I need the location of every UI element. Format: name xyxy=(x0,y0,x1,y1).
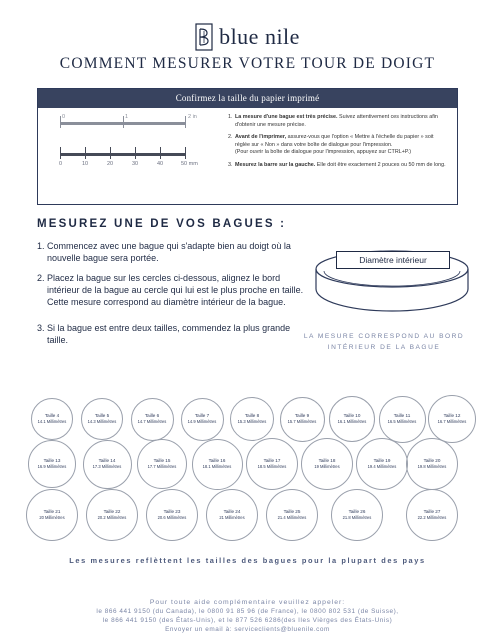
instruction-number: 1. xyxy=(228,114,233,120)
ring-size-label: Taille 13 xyxy=(43,458,61,464)
ruler-mm-tick xyxy=(135,147,136,159)
ring-size-label: Taille 5 xyxy=(94,413,110,419)
ruler-mm-label: 40 xyxy=(157,161,164,167)
ring-size-circle xyxy=(192,439,243,490)
ring-size-label: Taille 15 xyxy=(153,458,171,464)
ring-size-mm: 15.7 Millimètres xyxy=(287,419,317,425)
ring-size-circle xyxy=(406,438,458,490)
step-item xyxy=(37,322,312,346)
ring-size-label: Taille 9 xyxy=(294,413,310,419)
brand-name: blue nile xyxy=(219,24,300,49)
ruler-mm-label: 0 xyxy=(59,161,63,167)
step-number: 3. xyxy=(37,323,45,333)
contact-line: Envoyer un email à: serviceclients@bluenile.com xyxy=(165,626,330,633)
step-item xyxy=(37,240,312,264)
ring-size-label: Taille 19 xyxy=(373,458,391,464)
ruler-inch-tick xyxy=(123,116,124,128)
ring-size-mm: 21 Millimètres xyxy=(219,515,245,521)
blue-nile-monogram-icon xyxy=(195,23,213,51)
ring-size-circle xyxy=(331,489,383,541)
ring-size-mm: 16.9 Millimètres xyxy=(37,464,67,470)
ring-size-circle xyxy=(406,489,458,541)
ruler-mm-tick xyxy=(85,147,86,159)
ruler-mm-label: 20 xyxy=(107,161,114,167)
ring-size-circle xyxy=(83,440,132,489)
ring-size-mm: 14.1 Millimètres xyxy=(37,419,67,425)
ring-size-label: Taille 25 xyxy=(283,509,301,515)
ring-size-mm: 14.9 Millimètres xyxy=(187,419,217,425)
paper-check-header: Confirmez la taille du papier imprimé xyxy=(38,89,457,108)
instruction-line: d'obtenir une mesure précise. xyxy=(235,121,306,128)
page-title: COMMENT MESURER VOTRE TOUR DE DOIGT xyxy=(59,55,436,72)
ring-size-label: Taille 23 xyxy=(163,509,181,515)
ruler-mm-tick xyxy=(160,147,161,159)
ring-size-circle xyxy=(329,396,375,442)
ruler-area xyxy=(60,116,230,176)
step-number: 2. xyxy=(37,273,45,283)
ring-size-label: Taille 6 xyxy=(144,413,160,419)
paper-size-check-box xyxy=(37,88,458,205)
ruler-mm-bar xyxy=(60,153,186,156)
ring-size-label: Taille 22 xyxy=(103,509,121,515)
instruction-line: (Pour ouvrir la boîte de dialogue pour l'impression, appuyez sur CTRL+P.) xyxy=(235,149,412,156)
ring-size-circle xyxy=(379,396,426,443)
ring-size-label: Taille 11 xyxy=(393,413,411,419)
paper-instruction xyxy=(228,134,456,157)
sizes-note: Les mesures reflèttent les tailles des bagues pour la plupart des pays xyxy=(69,556,426,565)
ring-size-circle xyxy=(428,395,476,443)
ring-size-label: Taille 4 xyxy=(44,413,60,419)
ring-size-label: Taille 10 xyxy=(343,413,361,419)
ruler-inch-tick xyxy=(185,116,186,128)
paper-instructions xyxy=(228,114,456,175)
ring-size-mm: 19.8 Millimètres xyxy=(417,464,447,470)
instruction-bold: Mesurez la barre sur la gauche. xyxy=(235,161,316,168)
ring-size-mm: 19.4 Millimètres xyxy=(367,464,397,470)
ring-size-label: Taille 20 xyxy=(423,458,441,464)
ring-size-label: Taille 26 xyxy=(348,509,366,515)
instruction-text xyxy=(235,114,438,129)
paper-instruction xyxy=(228,114,456,129)
ring-size-circle xyxy=(206,489,258,541)
ring-size-circle xyxy=(301,438,353,490)
contact-line: le 866 441 9150 (du Canada), le 0800 91 85 96 (de France), le 0800 802 531 (de Suisse), xyxy=(96,608,399,615)
ring-size-circle xyxy=(137,439,187,489)
paper-instruction xyxy=(228,162,456,170)
instruction-bold: La mesure d'une bague est très précise. xyxy=(235,114,338,120)
ring-size-circle xyxy=(86,489,138,541)
ring-size-circle xyxy=(31,398,73,440)
ring-size-label: Taille 12 xyxy=(443,413,461,419)
ring-size-mm: 22.2 Millimètres xyxy=(417,515,447,521)
instruction-line: réglée sur « Non » dans votre boîte de dialogue pour l'impression. xyxy=(235,141,393,148)
step-number: 1. xyxy=(37,241,45,251)
ring-size-mm: 14.3 Millimètres xyxy=(87,419,117,425)
ruler-mm-tick xyxy=(110,147,111,159)
ring-size-label: Taille 17 xyxy=(263,458,281,464)
ring-size-mm: 20 Millimètres xyxy=(39,515,65,521)
ring-size-circle xyxy=(356,438,408,490)
ring-size-mm: 21.8 Millimètres xyxy=(342,515,372,521)
step-text: Placez la bague sur les cercles ci-dessous, alignez le bord intérieur de la bague au cercle qui lui est le plus proche en taille. Cette mesure correspond au diamètre intérieur de la bague. xyxy=(47,273,304,307)
ring-size-label: Taille 27 xyxy=(423,509,441,515)
ring-size-circle xyxy=(280,397,325,442)
ring-size-mm: 18.1 Millimètres xyxy=(202,464,232,470)
ring-size-mm: 19 Millimètres xyxy=(314,464,340,470)
contact-line: le 866 441 9150 (des États-Unis), et le 877 526 6286(des Iles Vièrges des États-Unis) xyxy=(102,617,393,624)
ruler-mm-label: 10 xyxy=(82,161,89,167)
ring-size-label: Taille 21 xyxy=(43,509,61,515)
ring-size-label: Taille 16 xyxy=(208,458,226,464)
ring-size-label: Taille 18 xyxy=(318,458,336,464)
ring-size-mm: 17.3 Millimètres xyxy=(92,464,122,470)
ruler-inch-tick xyxy=(60,116,61,128)
ring-size-circle xyxy=(246,438,298,490)
ruler-inch-label: 0 xyxy=(62,114,66,120)
ring-size-mm: 16.1 Millimètres xyxy=(337,419,367,425)
ring-size-mm: 17.7 Millimètres xyxy=(147,464,177,470)
instruction-number: 2. xyxy=(228,134,233,141)
instruction-number: 3. xyxy=(228,161,233,168)
ring-size-label: Taille 8 xyxy=(244,413,260,419)
instruction-line: Suivez attentivement ces instructions afin xyxy=(339,114,438,120)
instruction-text xyxy=(235,134,434,157)
ring-size-circle xyxy=(230,397,274,441)
ring-size-mm: 20.2 Millimètres xyxy=(97,515,127,521)
instruction-bold: Avant de l'imprimer, xyxy=(235,134,287,141)
ring-size-mm: 15.3 Millimètres xyxy=(237,419,267,425)
ring-size-label: Taille 7 xyxy=(194,413,210,419)
ruler-mm-tick xyxy=(185,147,186,159)
ring-size-circle xyxy=(131,398,174,441)
contact-title: Pour toute aide complémentaire veuillez appeler: xyxy=(149,599,346,606)
steps-list xyxy=(37,240,312,346)
ring-size-circle xyxy=(146,489,198,541)
section-heading: MESUREZ UNE DE VOS BAGUES : xyxy=(37,218,287,230)
ring-size-mm: 14.7 Millimètres xyxy=(137,419,167,425)
ring-size-circle xyxy=(181,398,224,441)
ring-size-mm: 18.5 Millimètres xyxy=(257,464,287,470)
step-text: Si la bague est entre deux tailles, commendez la plus grande taille. xyxy=(47,323,291,345)
instruction-line: Elle doit être exactement 2 pouces ou 50 mm de long. xyxy=(316,161,446,168)
brand-logo xyxy=(0,22,495,52)
ruler-mm-label: 50 mm xyxy=(181,161,198,167)
instruction-text xyxy=(235,162,446,170)
ring-size-circle xyxy=(81,398,123,440)
step-text: Commencez avec une bague qui s'adapte bien au doigt où la nouvelle bague sera portée. xyxy=(47,241,291,263)
ruler-mm-tick xyxy=(60,147,61,159)
step-item xyxy=(37,272,312,308)
ring-size-mm: 20.6 Millimètres xyxy=(157,515,187,521)
measure-caption: LA MESURE CORRESPOND AU BORD INTÉRIEUR DE LA BAGUE xyxy=(303,333,465,351)
ring-size-mm: 21.4 Millimètres xyxy=(277,515,307,521)
ring-size-circle xyxy=(266,489,318,541)
ruler-inch-label: 1 xyxy=(125,114,129,120)
ruler-mm-label: 30 xyxy=(132,161,139,167)
ring-size-label: Taille 14 xyxy=(98,458,116,464)
ring-size-circle xyxy=(28,440,76,488)
ring-size-mm: 16.7 Millimètres xyxy=(437,419,467,425)
ring-size-circle xyxy=(26,489,78,541)
ring-size-mm: 16.5 Millimètres xyxy=(387,419,417,425)
ring-size-label: Taille 24 xyxy=(223,509,241,515)
ruler-inch-label: 2 in xyxy=(188,114,197,120)
inner-diameter-label: Diamètre intérieur xyxy=(336,251,450,269)
instruction-line: assurez-vous que l'option « Mettre à l'échelle du papier » soit xyxy=(287,134,434,141)
